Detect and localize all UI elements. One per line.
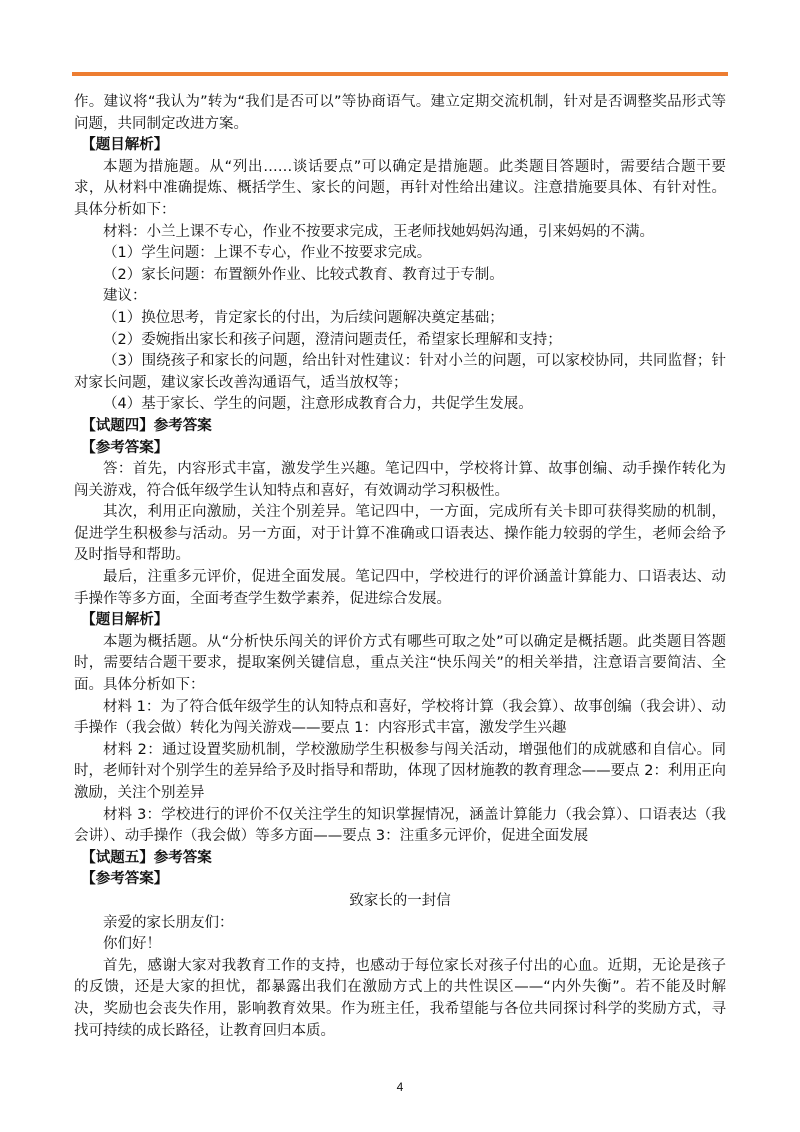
paragraph: 建议： bbox=[103, 288, 147, 305]
paragraph-continuation: 作。建议将“我认为”转为“我们是否可以”等协商语气。建立定期交流机制，针对是否调整奖品形式等问题，共同制定改进方案。 bbox=[74, 94, 726, 132]
section-heading: 【试题五】参考答案 bbox=[81, 849, 212, 866]
paragraph: 材料 1：为了符合低年级学生的认知特点和喜好，学校将计算（我会算）、故事创编（我会讲）、动手操作（我会做）转化为闯关游戏——要点 1：内容形式丰富，激发学生兴趣 bbox=[74, 698, 726, 737]
header-accent-rule bbox=[72, 72, 728, 76]
paragraph: 材料 3：学校进行的评价不仅关注学生的知识掌握情况，涵盖计算能力（我会算）、口语表达（我会讲）、动手操作（我会做）等多方面——要点 3：注重多元评价，促进全面发展 bbox=[74, 806, 726, 845]
list-item: （2）家长问题：布置额外作业、比较式教育、教育过于专制。 bbox=[103, 266, 504, 283]
list-item: （1）学生问题：上课不专心，作业不按要求完成。 bbox=[103, 245, 432, 262]
section-heading: 【参考答案】 bbox=[81, 439, 169, 456]
section-heading: 【题目解析】 bbox=[81, 137, 169, 154]
paragraph: 本题为措施题。从“列出……谈话要点”可以确定是措施题。此类题目答题时，需要结合题干要求，从材料中准确提炼、概括学生、家长的问题，再针对性给出建议。注意措施要具体、有针对性。具体分析如下： bbox=[74, 158, 726, 218]
paragraph: 其次，利用正向激励，关注个别差异。笔记四中，一方面，完成所有关卡即可获得奖励的机制，促进学生积极参与活动。另一方面，对于计算不准确或口语表达、操作能力较弱的学生，老师会给予及时指导和帮助。 bbox=[74, 504, 726, 564]
list-item: （1）换位思考，肯定家长的付出，为后续问题解决奠定基础； bbox=[103, 309, 504, 326]
letter-paragraph: 首先，感谢大家对我教育工作的支持，也感动于每位家长对孩子付出的心血。近期，无论是孩子的反馈，还是大家的担忧，都暴露出我们在激励方式上的共性误区——“内外失衡”。若不能及时解决，奖励也会丧失作用，影响教育效果。作为班主任，我希望能与各位共同探讨科学的奖励方式，寻找可持续的成长路径，让教育回归本质。 bbox=[74, 957, 726, 1039]
paragraph: 本题为概括题。从“分析快乐闯关的评价方式有哪些可取之处”可以确定是概括题。此类题目答题时，需要结合题干要求，提取案例关键信息，重点关注“快乐闯关”的相关举措，注意语言要简洁、全面。具体分析如下： bbox=[74, 633, 726, 694]
section-heading: 【参考答案】 bbox=[81, 871, 169, 888]
paragraph: 材料：小兰上课不专心，作业不按要求完成，王老师找她妈妈沟通，引来妈妈的不满。 bbox=[103, 223, 654, 240]
list-item: （4）基于家长、学生的问题，注意形成教育合力，共促学生发展。 bbox=[103, 396, 533, 413]
page-number: 4 bbox=[396, 1080, 404, 1094]
letter-salutation: 亲爱的家长朋友们： bbox=[103, 914, 234, 931]
section-heading: 【试题四】参考答案 bbox=[81, 417, 212, 434]
list-item: （2）委婉指出家长和孩子问题，澄清问题责任，希望家长理解和支持； bbox=[103, 331, 562, 348]
paragraph: 最后，注重多元评价，促进全面发展。笔记四中，学校进行的评价涵盖计算能力、口语表达、动手操作等多方面，全面考查学生数学素养，促进综合发展。 bbox=[74, 569, 726, 607]
paragraph: 材料 2：通过设置奖励机制，学校激励学生积极参与闯关活动，增强他们的成就感和自信心。同时，老师针对个别学生的差异给予及时指导和帮助，体现了因材施教的教育理念——要点 2：利用正向激励，关注个别差异 bbox=[74, 741, 726, 801]
document-body bbox=[74, 92, 726, 1042]
letter-greeting: 你们好！ bbox=[103, 936, 161, 953]
section-heading: 【题目解析】 bbox=[81, 612, 169, 629]
list-item: （3）围绕孩子和家长的问题，给出针对性建议：针对小兰的问题，可以家校协同，共同监督；针对家长问题，建议家长改善沟通语气，适当放权等； bbox=[74, 353, 726, 391]
paragraph: 答：首先，内容形式丰富，激发学生兴趣。笔记四中，学校将计算、故事创编、动手操作转化为闯关游戏，符合低年级学生认知特点和喜好，有效调动学习积极性。 bbox=[74, 461, 726, 499]
letter-title: 致家长的一封信 bbox=[349, 892, 451, 909]
